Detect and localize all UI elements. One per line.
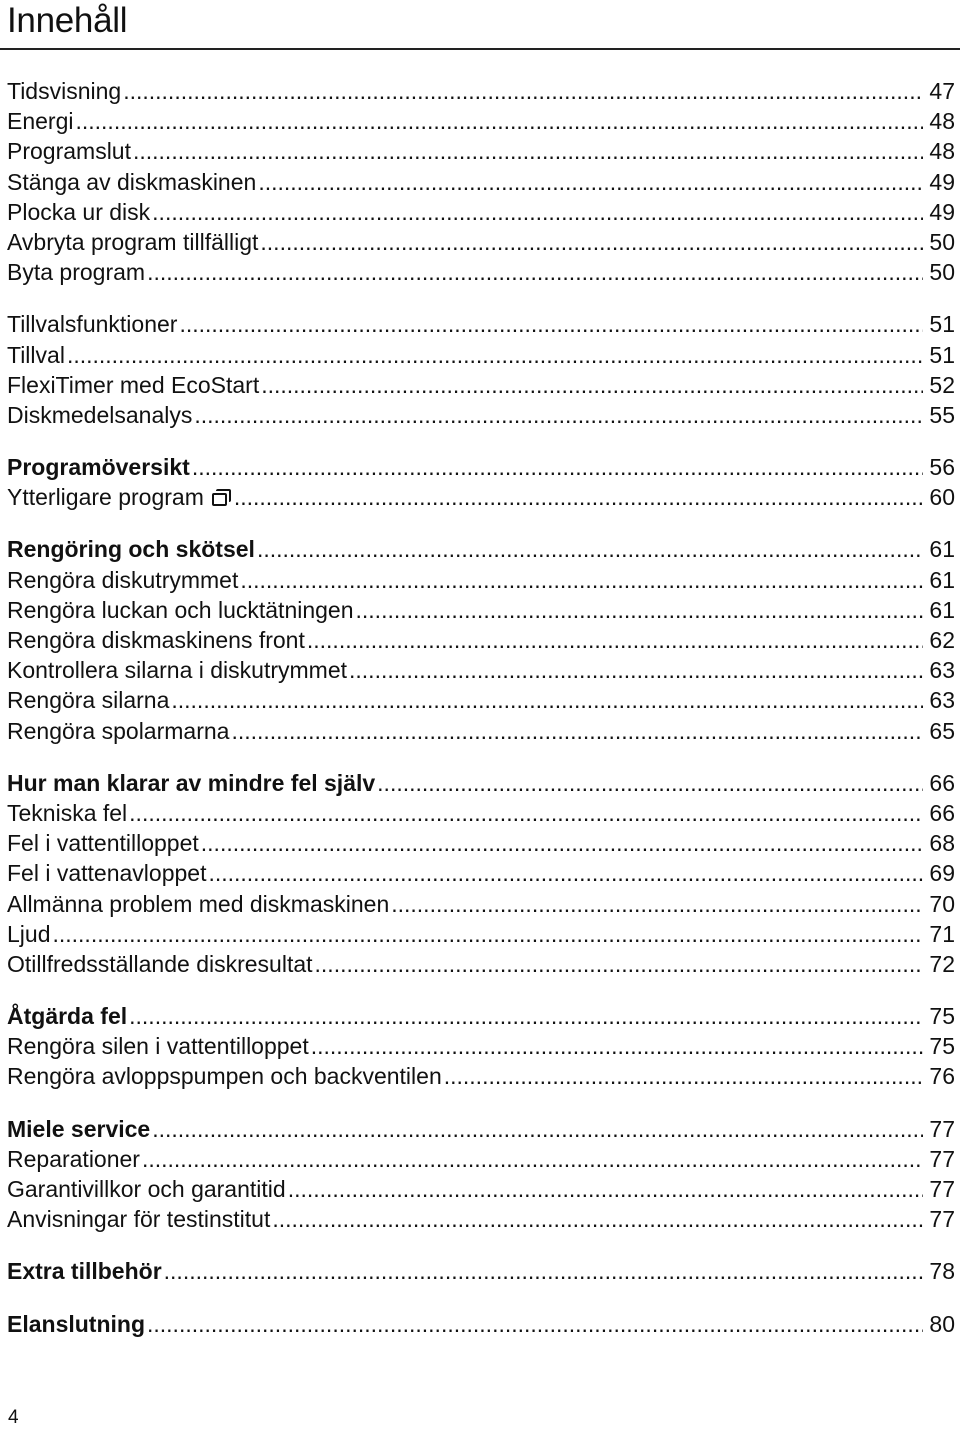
toc-page-number: 77 [929, 1206, 955, 1233]
toc-entry-label [7, 949, 313, 979]
toc-page-number: 75 [929, 1033, 955, 1060]
toc-leader-dots [311, 1031, 923, 1061]
toc-leader-dots [261, 370, 923, 400]
toc-leader-dots [240, 565, 923, 595]
toc-entry-text: Otillfredsställande diskresultat [7, 950, 313, 977]
toc-entry-text: Plocka ur disk [7, 198, 151, 225]
toc-entry[interactable] [7, 106, 955, 136]
toc-entry-text: Fel i vattenavloppet [7, 860, 207, 887]
toc-entry-text: FlexiTimer med EcoStart [7, 371, 260, 398]
toc-entry[interactable] [7, 565, 955, 595]
toc-page-number: 48 [929, 138, 955, 165]
toc-heading-entry[interactable] [7, 534, 955, 564]
toc-section [7, 1309, 955, 1339]
toc-entry[interactable] [7, 858, 955, 888]
toc-entry[interactable] [7, 716, 955, 746]
toc-page-number: 48 [929, 108, 955, 135]
toc-leader-dots [75, 106, 923, 136]
toc-entry-text: Garantivillkor och garantitid [7, 1176, 286, 1202]
toc-entry-text: Programslut [7, 138, 131, 165]
toc-entry-label [7, 482, 232, 512]
toc-page-number: 75 [929, 1003, 955, 1030]
toc-entry-text: Tillvalsfunktioner [7, 311, 178, 338]
toc-entry[interactable] [7, 136, 955, 166]
toc-entry[interactable] [7, 340, 955, 370]
toc-page-number: 60 [929, 484, 955, 511]
toc-leader-dots [234, 482, 923, 512]
toc-entry-label [7, 1309, 145, 1339]
toc-entry-text: Åtgärda fel [7, 1003, 128, 1030]
toc-entry[interactable] [7, 685, 955, 715]
toc-entry-label [7, 167, 256, 197]
toc-entry-text: Rengöra diskmaskinens front [7, 627, 305, 653]
toc-entry-text: Fel i vattentilloppet [7, 830, 199, 857]
toc-entry-text: Rengöra silarna [7, 687, 170, 714]
toc-entry-text: Avbryta program tillfälligt [7, 228, 259, 255]
toc-page-number: 71 [929, 920, 955, 947]
toc-entry[interactable] [7, 1031, 955, 1061]
toc-entry[interactable] [7, 1144, 955, 1174]
toc-page-number: 51 [929, 311, 955, 338]
toc-entry-label [7, 227, 258, 257]
toc-entry-text: Rengöra spolarmarna [7, 717, 230, 744]
toc-leader-dots [356, 595, 923, 625]
toc-leader-dots [391, 889, 923, 919]
toc-entry-text: Allmänna problem med diskmaskinen [7, 890, 390, 917]
toc-leader-dots [171, 685, 923, 715]
toc-page-number: 70 [929, 890, 955, 917]
toc-page-number: 55 [929, 401, 955, 428]
toc-entry[interactable] [7, 919, 955, 949]
toc-entry-text: Elanslutning [7, 1310, 145, 1337]
toc-entry[interactable] [7, 595, 955, 625]
toc-entry-label [7, 768, 375, 798]
toc-entry-label [7, 798, 127, 828]
toc-entry[interactable] [7, 400, 955, 430]
toc-leader-dots [201, 828, 923, 858]
title-divider [0, 48, 960, 50]
toc-leader-dots [288, 1174, 923, 1204]
toc-entry-label [7, 595, 354, 625]
page-number: 4 [8, 1407, 19, 1428]
toc-entry-label [7, 1001, 127, 1031]
toc-leader-dots [152, 197, 923, 227]
toc-entry-label [7, 565, 238, 595]
toc-heading-entry[interactable] [7, 1256, 955, 1286]
toc-entry-text: Ljud [7, 920, 51, 947]
toc-leader-dots [192, 452, 923, 482]
toc-leader-dots [377, 768, 923, 798]
toc-page-number: 50 [929, 259, 955, 286]
toc-entry-label [7, 655, 347, 685]
toc-entry[interactable] [7, 370, 955, 400]
toc-entry-label [7, 889, 389, 919]
toc-entry-label [7, 1114, 150, 1144]
toc-entry-label [7, 919, 50, 949]
toc-entry-label [7, 625, 305, 655]
toc-page-number: 61 [929, 596, 955, 623]
toc-leader-dots [52, 919, 923, 949]
toc-leader-dots [272, 1204, 923, 1234]
toc-entry-text: Ytterligare program [7, 484, 204, 511]
toc-entry[interactable] [7, 197, 955, 227]
toc-entry-label [7, 340, 65, 370]
toc-entry-label [7, 257, 145, 287]
toc-entry[interactable] [7, 798, 955, 828]
toc-entry-label [7, 106, 73, 136]
toc-page-number: 61 [929, 566, 955, 593]
toc-entry-label [7, 1061, 442, 1091]
toc-entry-text: Rengöra diskutrymmet [7, 566, 239, 593]
toc-entry[interactable] [7, 257, 955, 287]
toc-entry-label [7, 534, 255, 564]
toc-entry[interactable] [7, 828, 955, 858]
toc-page-number: 78 [929, 1258, 955, 1285]
toc-page-number: 62 [929, 627, 955, 653]
toc-entry-text: Byta program [7, 259, 146, 286]
toc-entry-text: Tillval [7, 341, 65, 368]
toc-page-number: 77 [929, 1145, 955, 1172]
toc-heading-entry[interactable] [7, 1001, 955, 1031]
toc-entry-label [7, 685, 169, 715]
toc-leader-dots [147, 1309, 923, 1339]
toc-entry-label [7, 400, 192, 430]
toc-entry-label [7, 370, 259, 400]
toc-entry[interactable] [7, 1174, 955, 1204]
toc-leader-dots [129, 798, 923, 828]
toc-page-number: 56 [929, 454, 955, 481]
toc-leader-dots [67, 340, 923, 370]
toc-entry-label [7, 1204, 270, 1234]
toc-entry-label [7, 136, 131, 166]
toc-leader-dots [194, 400, 923, 430]
toc-entry-text: Stänga av diskmaskinen [7, 168, 257, 195]
toc-section [7, 1256, 955, 1286]
toc-entry[interactable] [7, 1204, 955, 1234]
toc-leader-dots [349, 655, 923, 685]
toc-leader-dots [133, 136, 923, 166]
toc-leader-dots [123, 76, 923, 106]
table-of-contents [7, 76, 955, 1361]
page-title: Innehåll [7, 1, 128, 40]
toc-leader-dots [152, 1114, 923, 1144]
toc-entry-label [7, 1144, 140, 1174]
toc-page-number: 80 [929, 1310, 955, 1337]
toc-entry[interactable] [7, 1061, 955, 1091]
toc-entry-label [7, 828, 199, 858]
toc-section [7, 1001, 955, 1092]
toc-entry[interactable] [7, 482, 955, 512]
toc-page-number: 66 [929, 769, 955, 796]
toc-page-number: 68 [929, 830, 955, 857]
toc-leader-dots [307, 625, 923, 655]
toc-entry-text: Tidsvisning [7, 78, 122, 104]
toc-entry-text: Programöversikt [7, 454, 190, 481]
toc-heading-entry[interactable] [7, 768, 955, 798]
toc-page-number: 76 [929, 1063, 955, 1090]
toc-leader-dots [260, 227, 923, 257]
toc-entry-text: Rengöra silen i vattentilloppet [7, 1033, 309, 1060]
toc-entry[interactable] [7, 309, 955, 339]
toc-leader-dots [315, 949, 923, 979]
toc-page-number: 51 [929, 341, 955, 368]
toc-entry-label [7, 1031, 309, 1061]
toc-entry-text: Kontrollera silarna i diskutrymmet [7, 657, 348, 684]
toc-entry-label [7, 197, 150, 227]
toc-entry-text: Anvisningar för testinstitut [7, 1206, 271, 1233]
toc-entry-text: Energi [7, 108, 74, 135]
toc-leader-dots [142, 1144, 923, 1174]
toc-page-number: 66 [929, 799, 955, 826]
toc-page-number: 63 [929, 687, 955, 714]
toc-entry[interactable] [7, 625, 955, 655]
toc-page-number: 65 [929, 717, 955, 744]
toc-section [7, 534, 955, 745]
toc-page-number: 69 [929, 860, 955, 887]
toc-entry[interactable] [7, 655, 955, 685]
toc-entry-text: Diskmedelsanalys [7, 401, 193, 428]
toc-leader-dots [179, 309, 923, 339]
toc-entry-text: Miele service [7, 1115, 151, 1142]
toc-page-number: 52 [929, 371, 955, 398]
toc-leader-dots [257, 534, 923, 564]
toc-leader-dots [164, 1256, 923, 1286]
toc-entry[interactable] [7, 76, 955, 106]
toc-entry[interactable] [7, 167, 955, 197]
toc-section [7, 76, 955, 287]
toc-heading-entry[interactable] [7, 1114, 955, 1144]
toc-entry-text: Reparationer [7, 1145, 140, 1172]
toc-entry-label [7, 1256, 162, 1286]
toc-heading-entry[interactable] [7, 1309, 955, 1339]
toc-page-number: 49 [929, 168, 955, 195]
toc-entry[interactable] [7, 227, 955, 257]
toc-page-number: 72 [929, 950, 955, 977]
toc-page-number: 77 [929, 1176, 955, 1202]
toc-entry-text: Rengöring och skötsel [7, 536, 255, 563]
toc-page-number: 63 [929, 657, 955, 684]
toc-leader-dots [208, 858, 923, 888]
toc-leader-dots [258, 167, 923, 197]
toc-entry-label [7, 1174, 286, 1204]
window-stack-icon [212, 488, 232, 508]
toc-page-number: 77 [929, 1115, 955, 1142]
toc-entry-label [7, 76, 121, 106]
toc-section [7, 452, 955, 512]
toc-entry-label [7, 716, 229, 746]
toc-entry-text: Extra tillbehör [7, 1258, 162, 1285]
toc-entry-text: Rengöra avloppspumpen och backventilen [7, 1063, 442, 1090]
toc-section [7, 1114, 955, 1235]
toc-entry-text: Hur man klarar av mindre fel själv [7, 769, 376, 796]
toc-page-number: 47 [929, 78, 955, 104]
toc-entry[interactable] [7, 949, 955, 979]
toc-entry-label [7, 452, 190, 482]
toc-entry-text: Rengöra luckan och lucktätningen [7, 596, 354, 623]
toc-entry-label [7, 858, 206, 888]
toc-page-number: 49 [929, 198, 955, 225]
toc-page-number: 50 [929, 228, 955, 255]
toc-leader-dots [444, 1061, 923, 1091]
toc-page-number: 61 [929, 536, 955, 563]
toc-leader-dots [231, 716, 923, 746]
toc-section [7, 768, 955, 979]
toc-leader-dots [147, 257, 923, 287]
toc-heading-entry[interactable] [7, 452, 955, 482]
toc-entry[interactable] [7, 889, 955, 919]
toc-entry-text: Tekniska fel [7, 799, 128, 826]
toc-entry-label [7, 309, 177, 339]
toc-leader-dots [129, 1001, 923, 1031]
toc-section [7, 309, 955, 430]
